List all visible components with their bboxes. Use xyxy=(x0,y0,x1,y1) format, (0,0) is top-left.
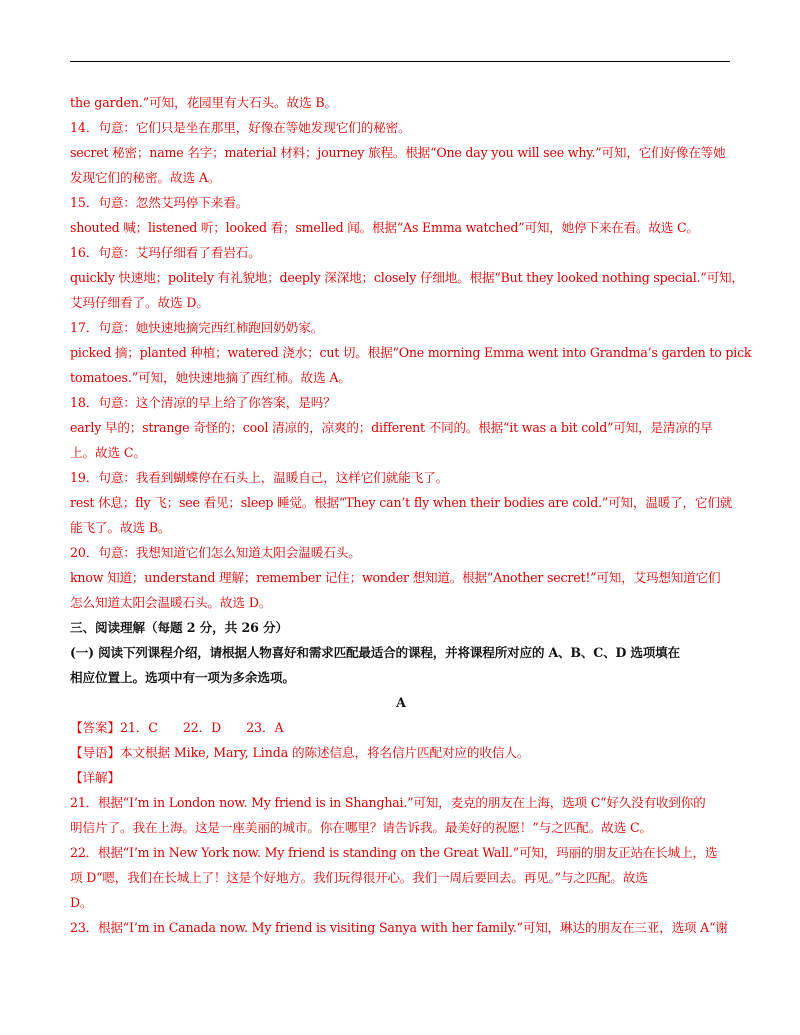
text-line: the garden.”可知，花园里有大石头。故选 B。 xyxy=(70,95,338,110)
text-line: 22．根据“I’m in New York now. My friend is standing on the Great Wall.”可知，玛丽的朋友正站在长城上，选 xyxy=(70,845,718,860)
detail-heading: 【详解】 xyxy=(70,770,120,785)
text-line: D。 xyxy=(70,895,93,910)
text-line: rest 休息；fly 飞；see 看见；sleep 睡觉。根据“They can’t fly when their bodies are cold.”可知，温暖了，它们就 xyxy=(70,495,733,510)
answer-key: 【答案】21．C 22．D 23．A xyxy=(70,720,284,735)
text-line: 21．根据“I’m in London now. My friend is in Shanghai.”可知，麦克的朋友在上海，选项 C“好久没有收到你的 xyxy=(70,795,706,810)
document-body xyxy=(70,90,752,940)
text-line: 能飞了。故选 B。 xyxy=(70,520,171,535)
text-line: quickly 快速地；politely 有礼貌地；deeply 深深地；closely 仔细地。根据“But they looked nothing special.”可知， xyxy=(70,270,744,285)
text-line: 18．句意：这个清凉的早上给了你答案，是吗？ xyxy=(70,395,336,410)
text-line: 15．句意：忽然艾玛停下来看。 xyxy=(70,195,249,210)
text-line: 14．句意：它们只是坐在那里，好像在等她发现它们的秘密。 xyxy=(70,120,411,135)
text-line: secret 秘密；name 名字；material 材料；journey 旅程。根据“One day you will see why.”可知，它们好像在等她 xyxy=(70,145,726,160)
text-line: 23．根据“I’m in Canada now. My friend is visiting Sanya with her family.”可知，琳达的朋友在三亚，选项 A“谢 xyxy=(70,920,728,935)
section-instruction: 相应位置上。选项中有一项为多余选项。 xyxy=(70,670,295,685)
section-instruction: (一) 阅读下列课程介绍，请根据人物喜好和需求匹配最适合的课程，并将课程所对应的 A、B、C、D 选项填在 xyxy=(70,645,680,660)
text-line: shouted 喊；listened 听；looked 看；smelled 闻。根据“As Emma watched”可知，她停下来在看。故选 C。 xyxy=(70,220,699,235)
text-line: 艾玛仔细看了。故选 D。 xyxy=(70,295,209,310)
text-line: know 知道；understand 理解；remember 记住；wonder 想知道。根据“Another secret!”可知，艾玛想知道它们 xyxy=(70,570,721,585)
text-line: 上。故选 C。 xyxy=(70,445,146,460)
header-rule xyxy=(70,61,730,62)
text-line: 项 D“嗯，我们在长城上了！这是个好地方。我们玩得很开心。我们一周后要回去。再见。”与之匹配。故选 xyxy=(70,870,648,885)
text-line: 怎么知道太阳会温暖石头。故选 D。 xyxy=(70,595,272,610)
text-line: tomatoes.”可知，她快速地摘了西红柿。故选 A。 xyxy=(70,370,351,385)
text-line: picked 摘；planted 种植；watered 浇水；cut 切。根据“One morning Emma went into Grandma’s garden to pick xyxy=(70,345,752,360)
section-heading: 三、阅读理解（每题 2 分，共 26 分） xyxy=(70,620,289,635)
text-line: 17．句意：她快速地摘完西红柿跑回奶奶家。 xyxy=(70,320,324,335)
guide-text: 【导语】本文根据 Mike, Mary, Linda 的陈述信息，将名信片匹配对应的收信人。 xyxy=(70,745,530,760)
text-line: early 早的；strange 奇怪的；cool 清凉的，凉爽的；different 不同的。根据“it was a bit cold”可知，是清凉的早 xyxy=(70,420,713,435)
text-line: 20．句意：我想知道它们怎么知道太阳会温暖石头。 xyxy=(70,545,361,560)
passage-label: A xyxy=(396,695,406,710)
text-line: 16．句意：艾玛仔细看了看岩石。 xyxy=(70,245,261,260)
text-line: 明信片了。我在上海。这是一座美丽的城市。你在哪里？请告诉我。最美好的祝愿！”与之匹配。故选 C。 xyxy=(70,820,652,835)
text-line: 发现它们的秘密。故选 A。 xyxy=(70,170,221,185)
text-line: 19．句意：我看到蝴蝶停在石头上，温暖自己，这样它们就能飞了。 xyxy=(70,470,449,485)
